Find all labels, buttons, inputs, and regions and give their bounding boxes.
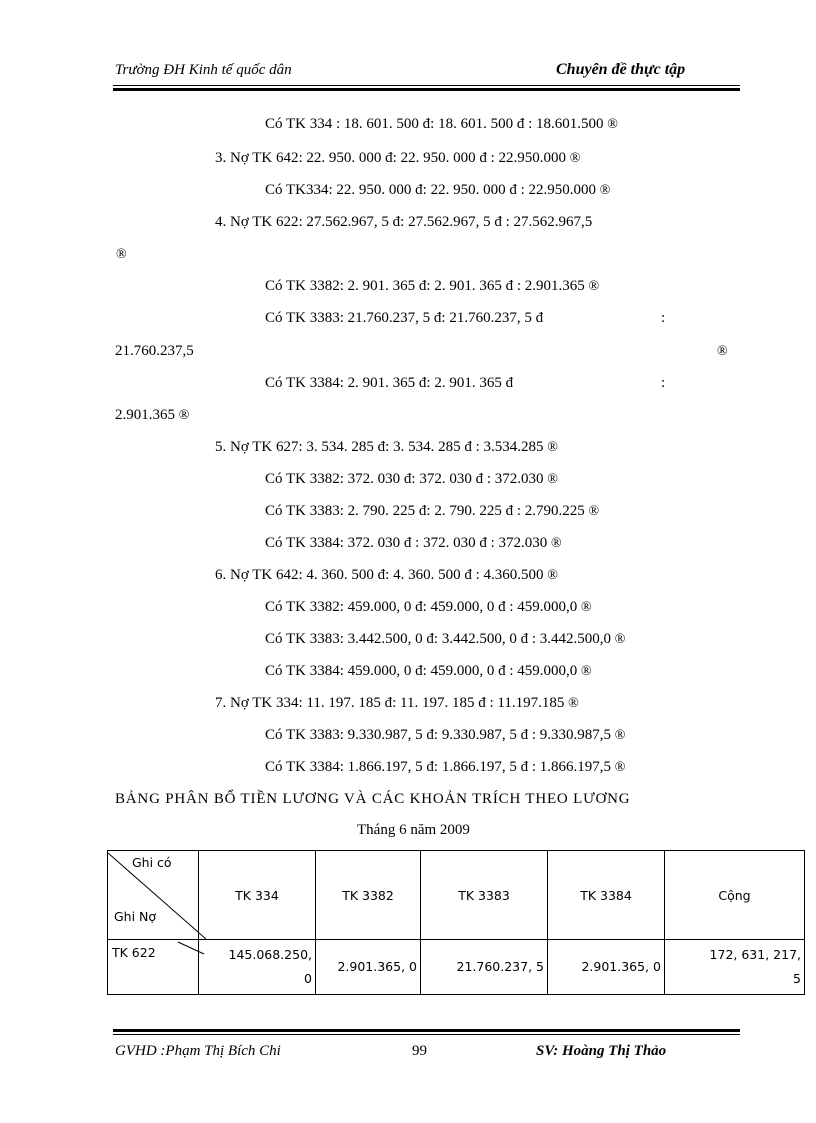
- footer-supervisor: GVHD :Phạm Thị Bích Chi: [115, 1043, 281, 1059]
- header-rule-thin: [113, 85, 740, 86]
- table-corner-cell: [108, 851, 199, 940]
- table-cell: 145.068.250, 0: [199, 940, 316, 995]
- column-header: TK 334: [199, 851, 316, 940]
- table-header-row: [108, 851, 805, 940]
- footer-rule-thick: [113, 1029, 740, 1032]
- entry-line: Có TK334: 22. 950. 000 đ: 22. 950. 000 đ : 22.950.000 ®: [265, 182, 611, 198]
- table-subtitle: Tháng 6 năm 2009: [357, 822, 470, 838]
- table-row: [108, 940, 805, 995]
- entry-line: 4. Nợ TK 622: 27.562.967, 5 đ: 27.562.967, 5 đ : 27.562.967,5: [215, 214, 593, 230]
- entry-line: Có TK 3383: 21.760.237, 5 đ: 21.760.237, 5 đ: [265, 310, 544, 326]
- entry-line: Có TK 3382: 459.000, 0 đ: 459.000, 0 đ : 459.000,0 ®: [265, 599, 592, 615]
- entry-symbol: ®: [116, 247, 127, 262]
- table-cell: 172, 631, 217, 5: [665, 940, 805, 995]
- corner-debit-label: Ghi Nợ: [114, 909, 157, 924]
- table-title: BẢNG PHÂN BỔ TIỀN LƯƠNG VÀ CÁC KHOẢN TRÍCH THEO LƯƠNG: [115, 791, 631, 807]
- table-cell: 2.901.365, 0: [548, 940, 665, 995]
- entry-line: 3. Nợ TK 642: 22. 950. 000 đ: 22. 950. 000 đ : 22.950.000 ®: [215, 150, 581, 166]
- entry-line: Có TK 3384: 1.866.197, 5 đ: 1.866.197, 5 đ : 1.866.197,5 ®: [265, 759, 626, 775]
- entry-line: Có TK 3384: 372. 030 đ : 372. 030 đ : 372.030 ®: [265, 535, 562, 551]
- column-header: TK 3382: [316, 851, 421, 940]
- entry-line: Có TK 3384: 2. 901. 365 đ: 2. 901. 365 đ: [265, 375, 514, 391]
- entry-colon: :: [661, 375, 666, 391]
- entry-line: 5. Nợ TK 627: 3. 534. 285 đ: 3. 534. 285 đ : 3.534.285 ®: [215, 439, 558, 455]
- table-cell: 2.901.365, 0: [316, 940, 421, 995]
- footer-student: SV: Hoàng Thị Thảo: [536, 1043, 667, 1059]
- column-header: TK 3384: [548, 851, 665, 940]
- entry-line: Có TK 3383: 3.442.500, 0 đ: 3.442.500, 0 đ : 3.442.500,0 ®: [265, 631, 626, 647]
- column-header: TK 3383: [421, 851, 548, 940]
- entry-line: Có TK 3383: 2. 790. 225 đ: 2. 790. 225 đ : 2.790.225 ®: [265, 503, 600, 519]
- entry-line: Có TK 3382: 372. 030 đ: 372. 030 đ : 372.030 ®: [265, 471, 558, 487]
- entry-line: Có TK 334 : 18. 601. 500 đ: 18. 601. 500 đ : 18.601.500 ®: [265, 116, 618, 132]
- table-cell: 21.760.237, 5: [421, 940, 548, 995]
- row-label-cell: [108, 940, 199, 995]
- header-topic: Chuyên đề thực tập: [556, 61, 686, 78]
- header-rule-thick: [113, 88, 740, 91]
- corner-credit-label: Ghi có: [132, 855, 172, 870]
- entry-line: Có TK 3384: 459.000, 0 đ: 459.000, 0 đ : 459.000,0 ®: [265, 663, 592, 679]
- entry-line: Có TK 3383: 9.330.987, 5 đ: 9.330.987, 5 đ : 9.330.987,5 ®: [265, 727, 626, 743]
- entry-line: 6. Nợ TK 642: 4. 360. 500 đ: 4. 360. 500 đ : 4.360.500 ®: [215, 567, 558, 583]
- allocation-table: [107, 850, 805, 995]
- row-label: TK 622: [112, 945, 156, 960]
- entry-amount: 2.901.365 ®: [115, 407, 190, 423]
- entry-colon: :: [661, 310, 666, 326]
- header-school: Trường ĐH Kinh tế quốc dân: [115, 62, 292, 78]
- entry-line: 7. Nợ TK 334: 11. 197. 185 đ: 11. 197. 185 đ : 11.197.185 ®: [215, 695, 579, 711]
- entry-symbol: ®: [717, 344, 728, 359]
- page-number: 99: [412, 1043, 427, 1059]
- column-header: Cộng: [665, 851, 805, 940]
- entry-line: Có TK 3382: 2. 901. 365 đ: 2. 901. 365 đ : 2.901.365 ®: [265, 278, 600, 294]
- footer-rule-thin: [113, 1034, 740, 1035]
- entry-amount: 21.760.237,5: [115, 343, 194, 359]
